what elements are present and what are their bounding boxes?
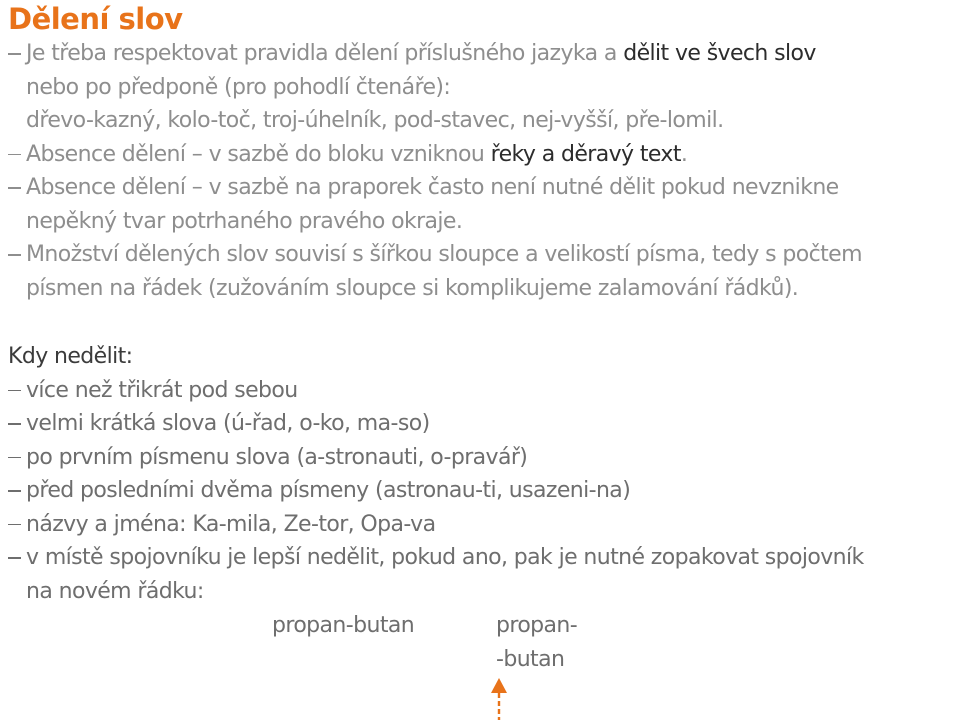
list-item — [8, 441, 960, 475]
dash-bullet-icon — [8, 53, 21, 55]
list-item — [8, 171, 960, 238]
dash-bullet-icon — [8, 254, 21, 256]
emphasis-text: dělit ve švech slov — [623, 41, 816, 66]
when-not-to-hyphenate-list — [8, 340, 960, 608]
list-item-line: nebo po předponě (pro pohodlí čtenáře): — [26, 74, 451, 100]
list-item — [8, 541, 960, 608]
list-item — [8, 238, 960, 305]
list-item-line: velmi krátká slova (ú-řad, o-ko, ma-so) — [26, 411, 430, 436]
list-item-line — [26, 138, 960, 172]
list-item-text: Absence dělení – v sazbě do bloku vzniknou — [26, 141, 491, 167]
example-split-word — [496, 609, 577, 676]
dash-bullet-icon — [8, 490, 21, 492]
list-item-line — [26, 37, 960, 71]
dash-bullet-icon — [8, 457, 21, 459]
dash-bullet-icon — [8, 557, 21, 559]
dash-bullet-icon — [8, 187, 21, 189]
list-item — [8, 138, 960, 172]
list-item-line: více než třikrát pod sebou — [26, 377, 298, 403]
page-title: Dělení slov — [8, 2, 183, 36]
list-item — [8, 508, 960, 542]
list-item — [8, 407, 960, 441]
list-item-line: v místě spojovníku je lepší nedělit, pokud ano, pak je nutné zopakovat spojovník — [26, 545, 864, 570]
list-item — [8, 474, 960, 508]
list-item-line: na novém řádku: — [26, 578, 204, 604]
dash-bullet-icon — [8, 423, 21, 425]
example-joined-word: propan-butan — [272, 613, 415, 638]
section-heading: Kdy nedělit: — [8, 344, 133, 369]
list-item — [8, 374, 960, 408]
dash-bullet-icon — [8, 154, 21, 156]
example-split-line: -butan — [496, 646, 565, 672]
list-item-line: Absence dělení – v sazbě na praporek často není nutné dělit pokud nevznikne — [26, 175, 839, 200]
list-item-text: Je třeba respektovat pravidla dělení příslušného jazyka a — [26, 41, 624, 66]
list-item-line: před posledními dvěma písmeny (astronau-ti, usazeni-na) — [26, 478, 631, 503]
list-item-text: . — [680, 141, 688, 167]
list-item-line: názvy a jména: Ka-mila, Ze-tor, Opa-va — [26, 511, 436, 537]
list-item-line: dřevo-kazný, kolo-toč, troj-úhelník, pod-stavec, nej-vyšší, pře-lomil. — [26, 108, 724, 133]
dash-bullet-icon — [8, 524, 21, 526]
hyphenation-rules-list — [8, 37, 960, 305]
arrow-up-dashed-icon — [488, 676, 510, 720]
list-item-line: po prvním písmenu slova (a-stronauti, o-pravář) — [26, 444, 528, 470]
list-item-line: nepěkný tvar potrhaného pravého okraje. — [26, 208, 463, 234]
list-item-line: Množství dělených slov souvisí s šířkou sloupce a velikostí písma, tedy s počtem — [26, 242, 862, 267]
example-split-line: propan- — [496, 613, 578, 638]
dash-bullet-icon — [8, 390, 21, 392]
list-item-line: písmen na řádek (zužováním sloupce si komplikujeme zalamování řádků). — [26, 275, 799, 301]
emphasis-text: řeky a děravý text — [490, 141, 681, 167]
list-item — [8, 37, 960, 138]
